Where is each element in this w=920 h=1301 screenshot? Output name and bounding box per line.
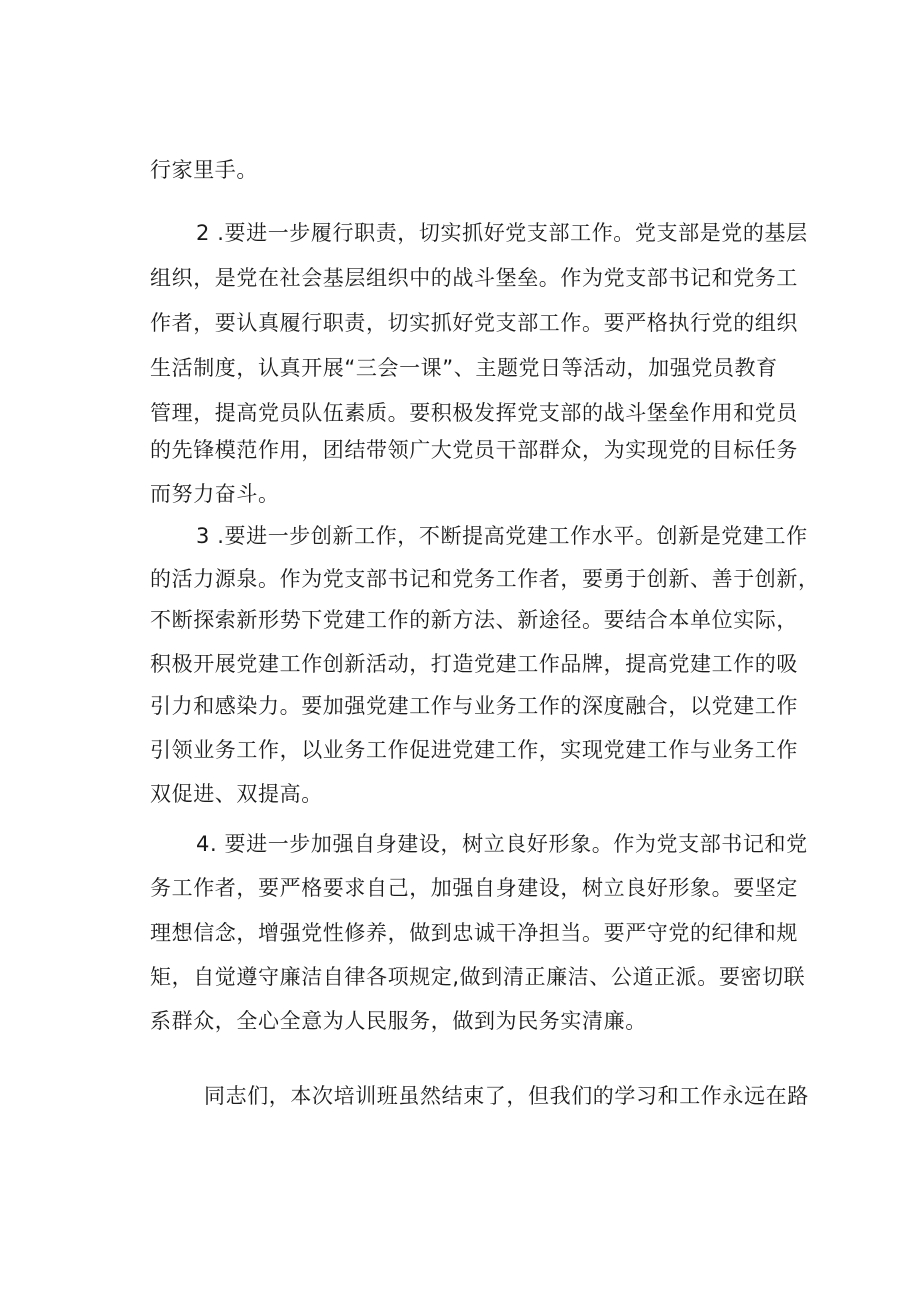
paragraph-4-line-4: 矩，自觉遵守廉洁自律各项规定,做到清正廉洁、公道正派。要密切联 <box>150 965 806 989</box>
paragraph-3-line-7: 双促进、双提高。 <box>150 782 323 806</box>
paragraph-2-line-2: 组织，是党在社会基层组织中的战斗堡垒。作为党支部书记和党务工 <box>150 266 798 290</box>
paragraph-3-line-4: 积极开展党建工作创新活动，打造党建工作品牌，提高党建工作的吸 <box>150 652 798 676</box>
closing-paragraph-line-1: 同志们，本次培训班虽然结束了，但我们的学习和工作永远在路 <box>204 1084 809 1108</box>
paragraph-3-line-2: 的活力源泉。作为党支部书记和党务工作者，要勇于创新、善于创新， <box>150 567 820 591</box>
paragraph-2-line-3: 作者，要认真履行职责，切实抓好党支部工作。要严格执行党的组织 <box>150 311 798 335</box>
paragraph-3-line-5: 引力和感染力。要加强党建工作与业务工作的深度融合，以党建工作 <box>150 694 798 718</box>
paragraph-3-line-1: 3 .要进一步创新工作，不断提高党建工作水平。创新是党建工作 <box>196 524 808 548</box>
paragraph-2-line-1: 2 .要进一步履行职责，切实抓好党支部工作。党支部是党的基层 <box>196 221 808 245</box>
paragraph-4-line-5: 系群众，全心全意为人民服务，做到为民务实清廉。 <box>150 1009 647 1033</box>
paragraph-2-line-4: 生活制度，认真开展“三会一课”、主题党日等活动，加强党员教育 <box>150 356 778 380</box>
paragraph-4-line-3: 理想信念，增强党性修养，做到忠诚干净担当。要严守党的纪律和规 <box>150 921 798 945</box>
paragraph-2-line-6: 的先锋模范作用，团结带领广大党员干部群众，为实现党的目标任务 <box>150 438 798 462</box>
paragraph-2-line-7: 而努力奋斗。 <box>150 482 280 506</box>
paragraph-continuation-line: 行家里手。 <box>150 158 258 182</box>
paragraph-2-line-5: 管理，提高党员队伍素质。要积极发挥党支部的战斗堡垒作用和党员 <box>150 401 798 425</box>
paragraph-4-line-2: 务工作者，要严格要求自己，加强自身建设，树立良好形象。要坚定 <box>150 876 798 900</box>
paragraph-4-line-1: 4. 要进一步加强自身建设，树立良好形象。作为党支部书记和党 <box>196 832 808 856</box>
paragraph-3-line-3: 不断探索新形势下党建工作的新方法、新途径。要结合本单位实际， <box>150 608 798 632</box>
paragraph-3-line-6: 引领业务工作，以业务工作促进党建工作，实现党建工作与业务工作 <box>150 738 798 762</box>
